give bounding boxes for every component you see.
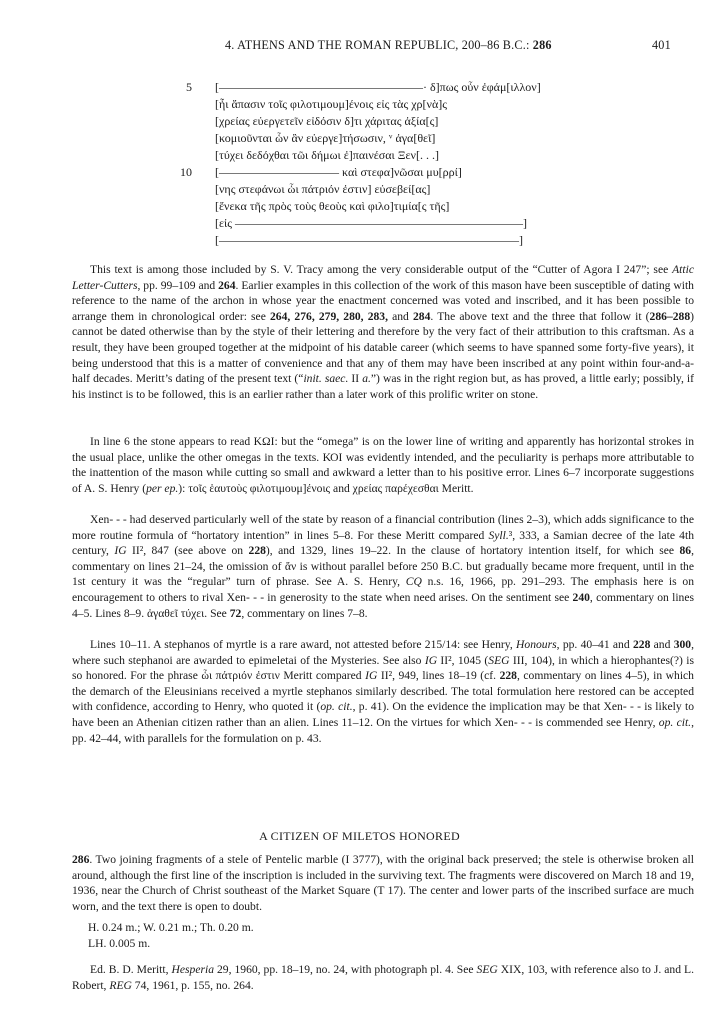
commentary-paragraph-1: This text is among those included by S. V. Tracy among the very considerable output of the “Cutter of Agora I 247”; see Attic Letter-Cutters, pp. 99–109 and 264. Earlier examples in this collection of the work of this mason have been susceptible of dating with reference to the name of the archon in whose year the enactment concerned was voted and inscribed, and it has been possible to arrange them in chronological order: see 264, 276, 279, 280, 283, and 284. The above text and the three that follow it (286–288) cannot be dated otherwise than by the style of their lettering and therefore by the very fact of their attribution to this craftsman. As a result, they have been grouped together at the midpoint of his datable career (which seems to have spanned some forty-five years), it being understood that this is a matter of convenience and that any of them may have been inscribed at any point within four-and-a-half decades. Meritt’s dating of the present text (“init. saec. II a.”) was in the right region but, as has proved, a little early; possibly, if his instinct is to be followed, this is an earlier rather than a later work of this prolific writer on stone. [72, 263, 694, 401]
line-text: [ἦι ἅπασιν τοῖς φιλοτιμουμ]ένοις εἰς τὰς χρ[νὰ]ς [215, 97, 447, 111]
page-number: 401 [652, 38, 671, 52]
line-text: [—————————— καὶ στεφα]νῶσαι μυ[ρρί] [215, 165, 462, 179]
line-text: [—————————————————————————] [215, 233, 523, 247]
commentary-paragraph-2: In line 6 the stone appears to read ΚΩΙ: but the “omega” is on the lower line of writing and apparently has horizontal strokes in the usual place, unlike the other omegas in the texts. ΚΟΙ was evidently intended, and the peculiarity is perhaps more attributable to the inattention of the mason while cutting so small and awkward a letter than to his positive error. Lines 6–7 incorporate suggestions of A. S. Henry (per ep.): τοῖς ἑαυτοὺς φιλοτιμουμ]ένοις and χρείας παρέχεσθαι Meritt. [72, 435, 694, 495]
commentary-paragraph-4: Lines 10–11. A stephanos of myrtle is a rare award, not attested before 215/14: see Henry, Honours, pp. 40–41 and 228 and 300, where such stephanoi are awarded to epimeletai of the Mysteries. See also IG II², 1045 (SEG III, 104), in which a hierophantes(?) is so honored. For the phrase ὧι πάτριόν ἐστιν Meritt compared IG II², 949, lines 18–19 (cf. 228, commentary on lines 4–5), in which the demarch of the Eleusinians received a myrtle stephanos similarly described. The total formulation here restored can be accepted with confidence, according to Henry, who quoted it (op. cit., p. 41). On the evidence the implication may be that Xen- - - is likely to have been an Athenian citizen rather than an alien. Lines 11–12. On the virtues for which Xen- - - is commended see Henry, op. cit., pp. 42–44, with parallels for the formulation on p. 43. [72, 638, 695, 745]
entry-number: 286 [72, 853, 90, 866]
line-text: [τύχει δεδόχθαι τῶι δήμωι ἐ]παινέσαι Ξεν[. . .] [215, 148, 439, 162]
line-number: 5 [186, 80, 192, 94]
line-text: [—————————————————· δ]πως οὖν ἐφάμ[ιλλον] [215, 80, 541, 94]
measurements: H. 0.24 m.; W. 0.21 m.; Th. 0.20 m. [88, 921, 254, 934]
line-text: [νης στεφάνωι ὧι πάτριόν ἐστιν] εὐσεβεί[ας] [215, 182, 431, 196]
bibliography-paragraph: Ed. B. D. Meritt, Hesperia 29, 1960, pp. 18–19, no. 24, with photograph pl. 4. See SEG XIX, 103, with reference also to J. and L. Robert, REG 74, 1961, p. 155, no. 264. [72, 963, 694, 992]
running-title-number: 286 [532, 38, 552, 52]
line-number: 10 [180, 165, 192, 179]
running-title: 4. ATHENS AND THE ROMAN REPUBLIC, 200–86 B.C.: 286 [225, 38, 552, 52]
section-title: A CITIZEN OF MILETOS HONORED [259, 829, 460, 843]
line-text: [κομιοῦνται ὧν ἂν εὐεργε]τήσωσιν, ᵛ ἀγα[θεῖ] [215, 131, 436, 145]
line-text: [εἰς ————————————————————————] [215, 216, 528, 230]
letter-height: LH. 0.005 m. [88, 937, 151, 950]
line-text: [χρείας εὐεργετεῖν εἰδόσιν δ]τι χάριτας ἀξία[ς] [215, 114, 439, 128]
entry-description: 286. Two joining fragments of a stele of Pentelic marble (I 3777), with the original back preserved; the stele is otherwise broken all around, although the first line of the inscription is included in the surviving text. The fragments were discovered on March 18 and 19, 1936, near the Church of Christ southeast of the Market Square (T 17). The center and lower parts of the inscribed surface are much worn, and the text there is open to doubt. [72, 853, 694, 913]
commentary-paragraph-3: Xen- - - had deserved particularly well of the state by reason of a financial contribution (lines 2–3), which adds significance to the more routine formula of “hortatory intention” in lines 5–8. For these Meritt compared Syll.³, 333, a Samian decree of the late 4th century, IG II², 847 (see above on 228), and 1329, lines 19–22. In the clause of hortatory intention itself, for which see 86, commentary on lines 21–24, the omission of ἄν is without parallel before 250 B.C. but gradually became more frequent, until in the 1st century it was the “regular” turn of phrase. See A. S. Henry, CQ n.s. 16, 1966, pp. 291–293. The emphasis here is on encouragement to others to rival Xen- - - in generosity to the state when need arises. On the sentiment see 240, commentary on lines 4–5. Lines 8–9. ἀγαθεῖ τύχει. See 72, commentary on lines 7–8. [72, 513, 694, 620]
line-text: [ἕνεκα τῆς πρὸς τοὺς θεοὺς καὶ φιλο]τιμία[ς τῆς] [215, 199, 450, 213]
